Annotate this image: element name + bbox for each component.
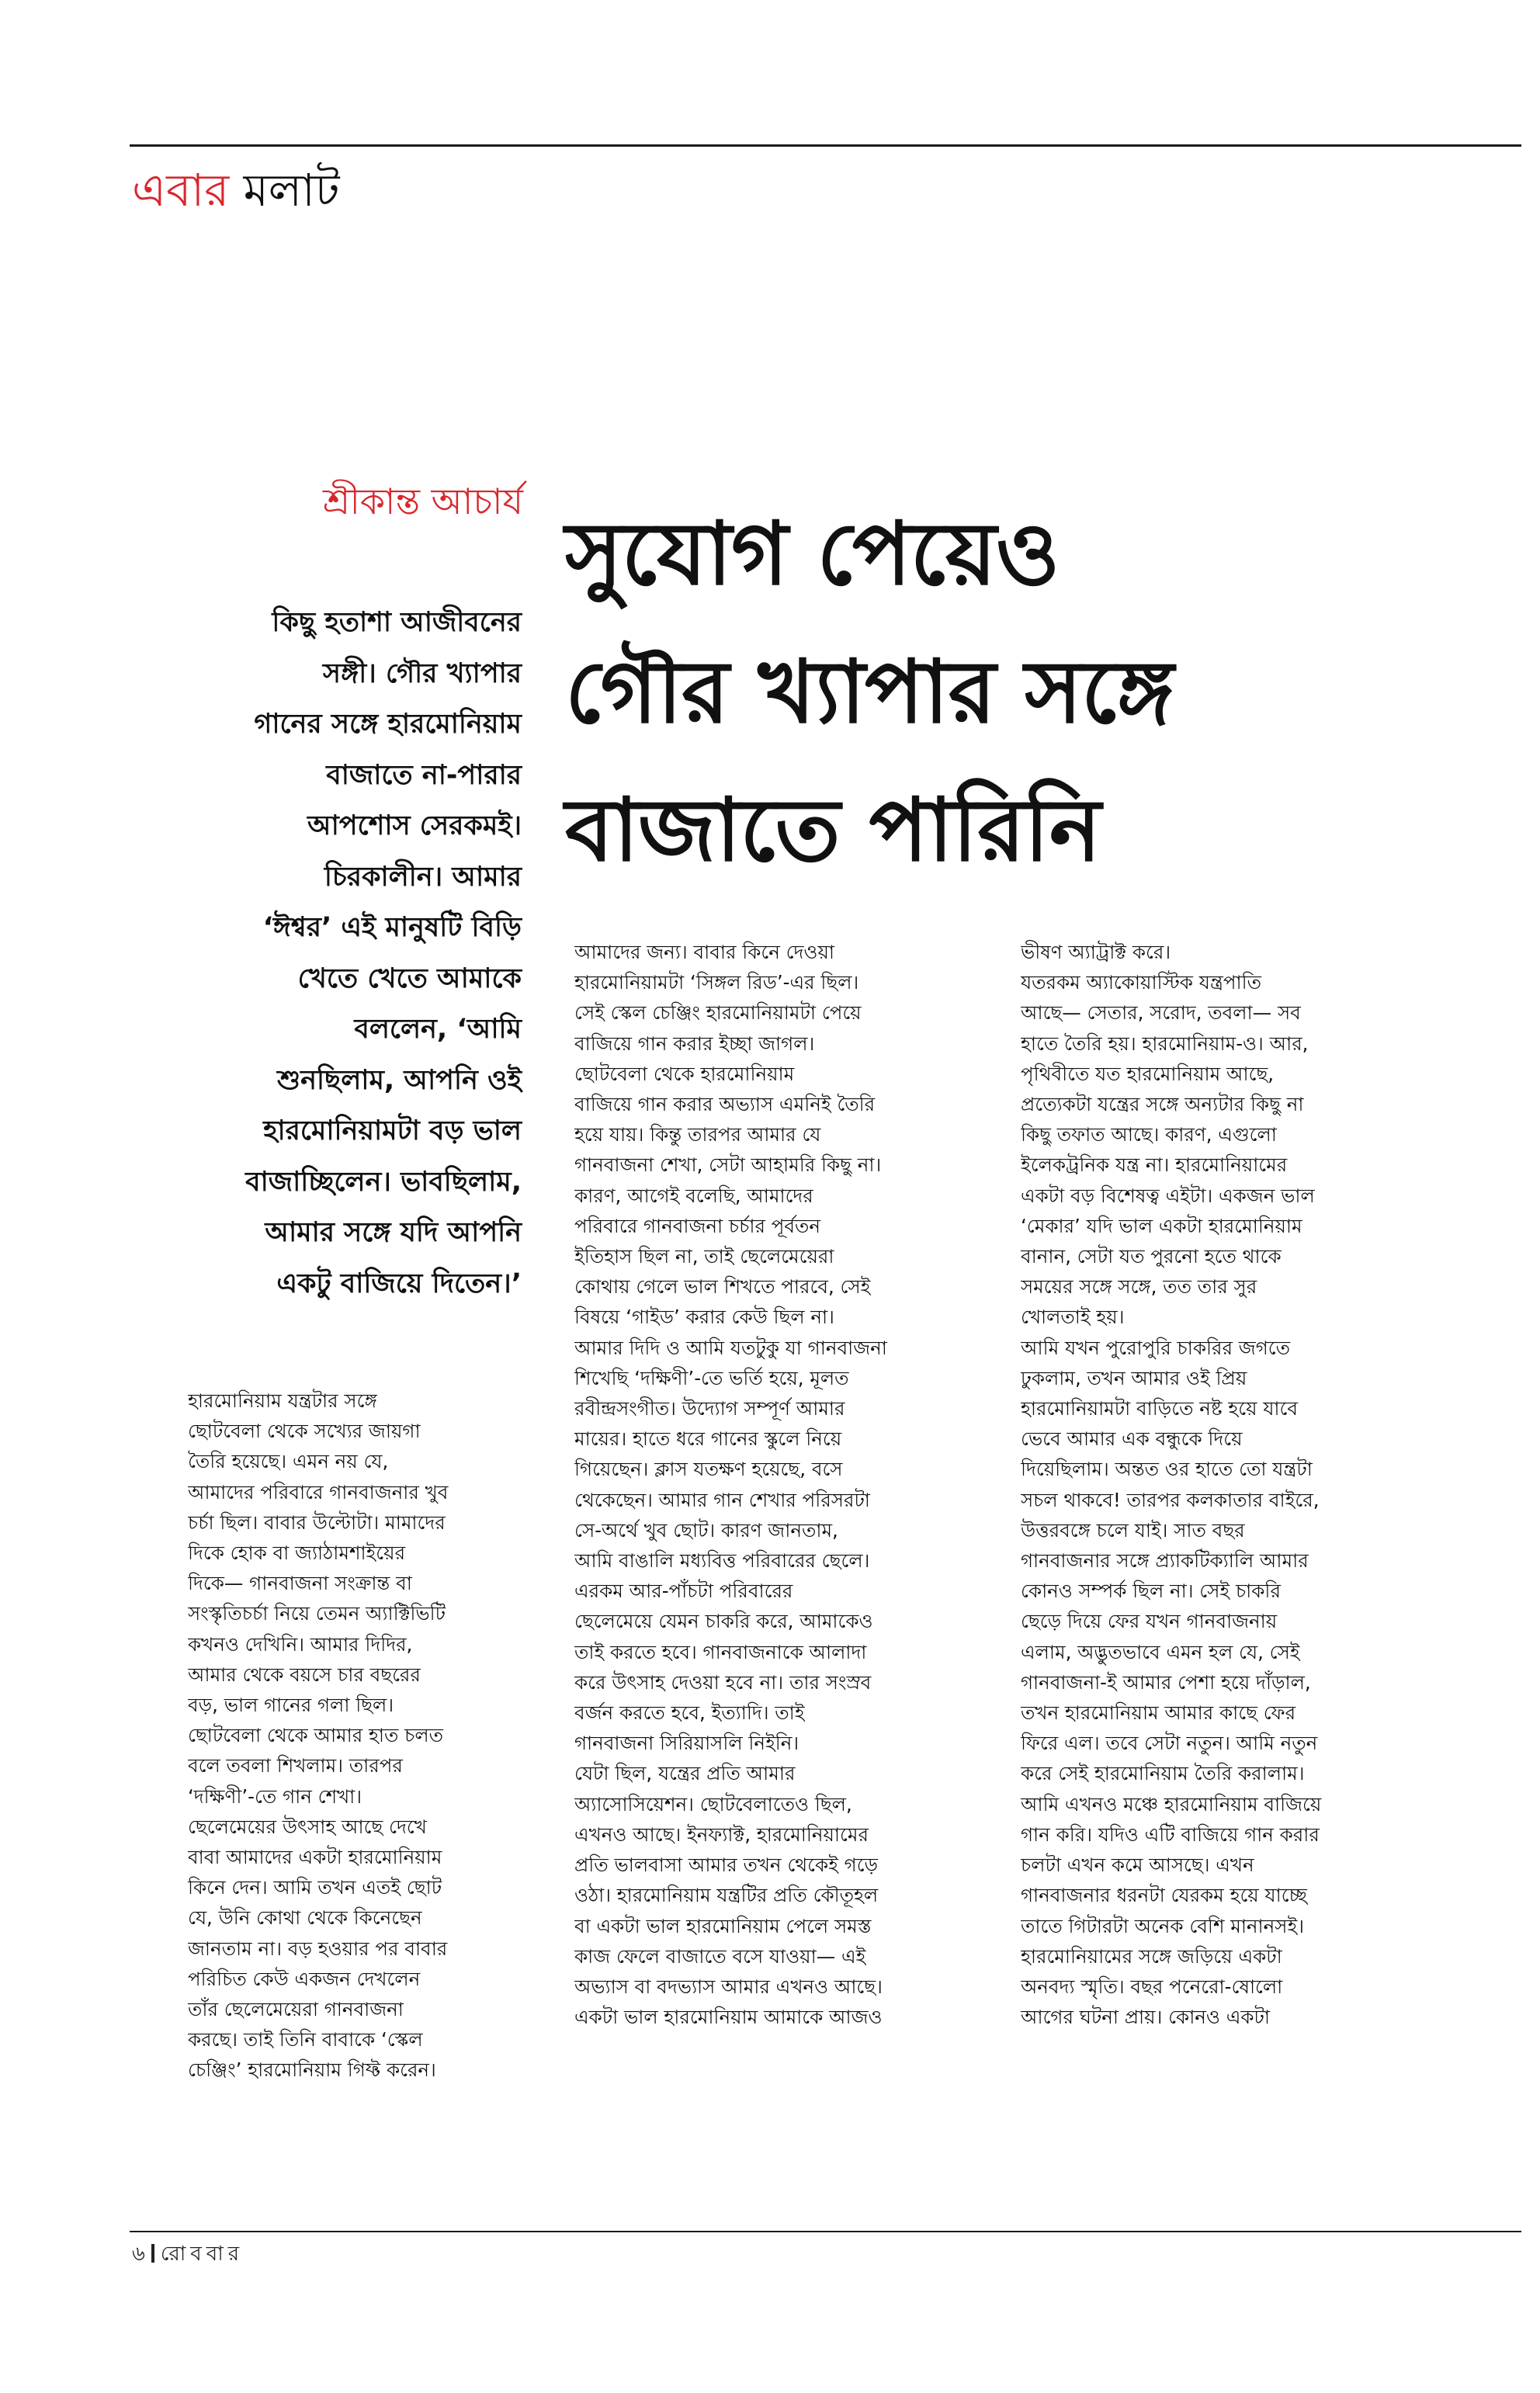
body-text-line: তৈরি হয়েছে। এমন নয় যে, (188, 1450, 389, 1473)
body-text-line: পৃথিবীতে যত হারমোনিয়াম আছে, (1021, 1062, 1275, 1085)
body-text-line: জানতাম না। বড় হওয়ার পর বাবার (188, 1937, 448, 1960)
body-text-line: কাজ ফেলে বাজাতে বসে যাওয়া— এই (574, 1944, 866, 1968)
body-text-line: আমার দিদি ও আমি যতটুকু যা গানবাজনা (574, 1336, 887, 1359)
magazine-name: রোববার (160, 2242, 245, 2266)
body-text-line: যতরকম অ্যাকোয়াস্টিক যন্ত্রপাতি (1021, 971, 1261, 994)
body-text-line: আছে— সেতার, সরোদ, তবলা— সব (1021, 1001, 1301, 1025)
body-text-line: উত্তরবঙ্গে চলে যাই। সাত বছর (1021, 1518, 1245, 1542)
body-text-line: বড়, ভাল গানের গলা ছিল। (188, 1694, 394, 1717)
body-text-line: এরকম আর-পাঁচটা পরিবারের (574, 1580, 793, 1603)
body-text-line: বা একটা ভাল হারমোনিয়াম পেলে সমস্ত (574, 1914, 872, 1937)
body-text-line: কখনও দেখিনি। আমার দিদির, (188, 1632, 413, 1656)
body-text-line: গিয়েছেন। ক্লাস যতক্ষণ হয়েছে, বসে (574, 1458, 843, 1481)
pull-quote-line: হারমোনিয়ামটা বড় ভাল (263, 1115, 522, 1146)
body-text-line: হারমোনিয়ামের সঙ্গে জড়িয়ে একটা (1021, 1944, 1282, 1968)
body-text-line: চেঞ্জিং’ হারমোনিয়াম গিফ্ট করেন। (188, 2058, 436, 2082)
body-text-line: ভীষণ অ্যাট্রাক্ট করে। (1021, 941, 1171, 963)
pull-quote-line: সঙ্গী। গৌর খ্যাপার (322, 657, 522, 689)
body-text-line: ভেবে আমার এক বন্ধুকে দিয়ে (1021, 1427, 1243, 1451)
pull-quote-line: আমার সঙ্গে যদি আপনি (265, 1217, 522, 1248)
pull-quote-line: একটু বাজিয়ে দিতেন।’ (276, 1268, 522, 1299)
body-text-line: ছোটবেলা থেকে হারমোনিয়াম (574, 1062, 795, 1085)
pull-quote-line: গানের সঙ্গে হারমোনিয়াম (254, 709, 522, 740)
body-text-line: গানবাজনা-ই আমার পেশা হয়ে দাঁড়াল, (1021, 1670, 1311, 1694)
body-text-line: চর্চা ছিল। বাবার উল্টোটা। মামাদের (188, 1510, 446, 1534)
body-text-line: তাঁর ছেলেমেয়েরা গানবাজনা (188, 1998, 404, 2021)
body-text-line: বর্জন করতে হবে, ইত্যাদি। তাই (574, 1701, 805, 1725)
footer-separator (151, 2244, 154, 2263)
body-text-line: শিখেছি ‘দক্ষিণী’-তে ভর্তি হয়ে, মূলত (574, 1366, 849, 1389)
section-label-highlight: এবার (132, 164, 230, 217)
body-text-line: দিয়েছিলাম। অন্তত ওর হাতে তো যন্ত্রটা (1021, 1458, 1313, 1481)
body-text-line: সংস্কৃতিচর্চা নিয়ে তেমন অ্যাক্টিভিটি (188, 1602, 446, 1625)
body-text-line: মায়ের। হাতে ধরে গানের স্কুলে নিয়ে (574, 1427, 842, 1451)
body-text-line: একটা বড় বিশেষত্ব এইটা। একজন ভাল (1021, 1184, 1315, 1207)
body-text-line: পরিবারে গানবাজনা চর্চার পূর্বতন (574, 1214, 821, 1237)
author-name: শ্রীকান্ত আচার্য (322, 480, 523, 522)
pull-quote-line: শুনছিলাম, আপনি ওই (276, 1064, 522, 1096)
body-text-line: এলাম, অদ্ভুতভাবে এমন হল যে, সেই (1021, 1640, 1300, 1663)
body-text-line: সে-অর্থে খুব ছোট। কারণ জানতাম, (574, 1518, 838, 1542)
body-text-line: বানান, সেটা যত পুরনো হতে থাকে (1021, 1245, 1282, 1268)
body-text-line: হয়ে যায়। কিন্তু তারপর আমার যে (574, 1123, 821, 1146)
body-text-line: করে উৎসাহ দেওয়া হবে না। তার সংস্রব (574, 1670, 872, 1694)
body-text-line: আমাদের জন্য। বাবার কিনে দেওয়া (574, 941, 834, 963)
body-text-line: বাজিয়ে গান করার ইচ্ছা জাগল। (574, 1032, 815, 1055)
body-text-line: দিকে হোক বা জ্যাঠামশাইয়ের (188, 1542, 406, 1565)
body-text-line: কিছু তফাত আছে। কারণ, এগুলো (1021, 1123, 1277, 1146)
body-text-line: তখন হারমোনিয়াম আমার কাছে ফের (1021, 1701, 1296, 1725)
pull-quote (155, 598, 522, 1309)
body-text-line: যে, উনি কোথা থেকে কিনেছেন (188, 1906, 422, 1930)
body-text-line: গানবাজনা শেখা, সেটা আহামরি কিছু না। (574, 1153, 882, 1177)
body-text-line: আমার থেকে বয়সে চার বছরের (188, 1663, 421, 1686)
body-text-line: আমি যখন পুরোপুরি চাকরির জগতে (1021, 1336, 1290, 1359)
body-text-line: বাজিয়ে গান করার অভ্যাস এমনিই তৈরি (574, 1093, 876, 1116)
body-text-line: ছোটবেলা থেকে আমার হাত চলত (188, 1724, 444, 1747)
body-text-line: কোথায় গেলে ভাল শিখতে পারবে, সেই (574, 1275, 871, 1299)
pull-quote-line: খেতে খেতে আমাকে (297, 962, 522, 994)
body-text-line: গানবাজনা সিরিয়াসলি নিইনি। (574, 1732, 799, 1755)
headline-line: গৌর খ্যাপার সঙ্গে (565, 641, 1174, 743)
body-text-line: একটা ভাল হারমোনিয়াম আমাকে আজও (574, 2006, 883, 2029)
body-text-line: হারমোনিয়ামটা ‘সিঙ্গল রিড’-এর ছিল। (574, 971, 859, 994)
pull-quote-line: আপশোস সেরকমই। (307, 810, 522, 841)
article-column-1 (188, 1386, 514, 2086)
body-text-line: প্রত্যেকটা যন্ত্রের সঙ্গে অন্যটার কিছু না (1021, 1093, 1304, 1116)
body-text-line: ইতিহাস ছিল না, তাই ছেলেমেয়েরা (574, 1245, 834, 1268)
body-text-line: কোনও সম্পর্ক ছিল না। সেই চাকরি (1021, 1580, 1281, 1603)
bottom-divider (130, 2231, 1521, 2232)
top-divider (130, 144, 1521, 147)
body-text-line: ইলেকট্রনিক যন্ত্র না। হারমোনিয়ামের (1021, 1153, 1288, 1177)
body-text-line: আগের ঘটনা প্রায়। কোনও একটা (1021, 2006, 1270, 2029)
body-text-line: ঢুকলাম, তখন আমার ওই প্রিয় (1021, 1366, 1247, 1389)
body-text-line: বলে তবলা শিখলাম। তারপর (188, 1754, 403, 1777)
body-text-line: গানবাজনার ধরনটা যেরকম হয়ে যাচ্ছে (1021, 1884, 1307, 1907)
body-text-line: ছোটবেলা থেকে সখ্যের জায়গা (188, 1420, 421, 1443)
body-text-line: কিনে দেন। আমি তখন এতই ছোট (188, 1876, 442, 1899)
body-text-line: সেই স্কেল চেঞ্জিং হারমোনিয়ামটা পেয়ে (574, 1001, 862, 1025)
body-text-line: সময়ের সঙ্গে সঙ্গে, তত তার সুর (1021, 1275, 1257, 1299)
body-text-line: হারমোনিয়ামটা বাড়িতে নষ্ট হয়ে যাবে (1021, 1397, 1299, 1420)
body-text-line: অভ্যাস বা বদভ্যাস আমার এখনও আছে। (574, 1975, 883, 1998)
body-text-line: ছেড়ে দিয়ে ফের যখন গানবাজনায় (1021, 1610, 1278, 1633)
body-text-line: দিকে— গানবাজনা সংক্রান্ত বা (188, 1572, 412, 1595)
body-text-line: করে সেই হারমোনিয়াম তৈরি করালাম। (1021, 1762, 1305, 1785)
headline-line: বাজাতে পারিনি (565, 779, 1101, 881)
body-text-line: যেটা ছিল, যন্ত্রের প্রতি আমার (574, 1762, 796, 1785)
page-footer (132, 2237, 244, 2271)
body-text-line: গান করি। যদিও এটি বাজিয়ে গান করার (1021, 1822, 1320, 1846)
body-text-line: তাতে গিটারটা অনেক বেশি মানানসই। (1021, 1914, 1304, 1937)
body-text-line: ‘মেকার’ যদি ভাল একটা হারমোনিয়াম (1021, 1214, 1302, 1237)
body-text-line: এখনও আছে। ইনফ্যাক্ট, হারমোনিয়ামের (574, 1822, 869, 1846)
body-text-line: চলটা এখন কমে আসছে। এখন (1021, 1854, 1254, 1877)
pull-quote-line: কিছু হতাশা আজীবনের (272, 607, 522, 638)
body-text-line: সচল থাকবে! তারপর কলকাতার বাইরে, (1021, 1488, 1320, 1511)
body-text-line: আমি বাঙালি মধ্যবিত্ত পরিবারের ছেলে। (574, 1549, 870, 1573)
pull-quote-line: চিরকালীন। আমার (324, 861, 522, 893)
pull-quote-line: ‘ঈশ্বর’ এই মানুষটি বিড়ি (262, 912, 522, 943)
section-label-rest: মলাট (243, 164, 340, 217)
headline-line: সুযোগ পেয়েও (565, 503, 1060, 605)
body-text-line: বাবা আমাদের একটা হারমোনিয়াম (188, 1846, 442, 1869)
body-text-line: করছে। তাই তিনি বাবাকে ‘স্কেল (188, 2028, 423, 2051)
page-number: ৬ (132, 2242, 145, 2266)
body-text-line: অনবদ্য স্মৃতি। বছর পনেরো-ষোলো (1021, 1975, 1283, 1998)
body-text-line: হাতে তৈরি হয়। হারমোনিয়াম-ও। আর, (1021, 1032, 1309, 1055)
article-column-3 (1021, 937, 1428, 2032)
body-text-line: রবীন্দ্রসংগীত। উদ্যোগ সম্পূর্ণ আমার (574, 1397, 845, 1420)
body-text-line: ‘দক্ষিণী’-তে গান শেখা। (188, 1784, 362, 1808)
pull-quote-line: বাজাতে না-পারার (326, 759, 522, 791)
body-text-line: আমি এখনও মঞ্চে হারমোনিয়াম বাজিয়ে (1021, 1792, 1322, 1816)
headline (565, 485, 1528, 900)
body-text-line: ছেলেমেয়ে যেমন চাকরি করে, আমাকেও (574, 1610, 873, 1633)
body-text-line: খোলতাই হয়। (1021, 1306, 1125, 1329)
body-text-line: অ্যাসোসিয়েশন। ছোটবেলাতেও ছিল, (574, 1792, 852, 1816)
body-text-line: ওঠা। হারমোনিয়াম যন্ত্রটির প্রতি কৌতূহল (574, 1884, 879, 1907)
body-text-line: ছেলেমেয়ের উৎসাহ আছে দেখে (188, 1815, 427, 1838)
body-text-line: বিষয়ে ‘গাইড’ করার কেউ ছিল না। (574, 1306, 834, 1329)
body-text-line: তাই করতে হবে। গানবাজনাকে আলাদা (574, 1640, 867, 1663)
pull-quote-line: বাজাচ্ছিলেন। ভাবছিলাম, (245, 1166, 522, 1198)
body-text-line: আমাদের পরিবারে গানবাজনার খুব (188, 1480, 449, 1503)
body-text-line: ফিরে এল। তবে সেটা নতুন। আমি নতুন (1021, 1732, 1318, 1755)
body-text-line: প্রতি ভালবাসা আমার তখন থেকেই গড়ে (574, 1854, 879, 1877)
pull-quote-line: বললেন, ‘আমি (354, 1014, 522, 1045)
section-label (132, 159, 339, 221)
body-text-line: পরিচিত কেউ একজন দেখলেন (188, 1967, 421, 1990)
body-text-line: থেকেছেন। আমার গান শেখার পরিসরটা (574, 1488, 870, 1511)
article-column-2 (574, 937, 990, 2032)
body-text-line: গানবাজনার সঙ্গে প্র্যাকটিক্যালি আমার (1021, 1549, 1309, 1573)
body-text-line: কারণ, আগেই বলেছি, আমাদের (574, 1184, 813, 1207)
body-text-line: হারমোনিয়াম যন্ত্রটার সঙ্গে (188, 1389, 377, 1412)
